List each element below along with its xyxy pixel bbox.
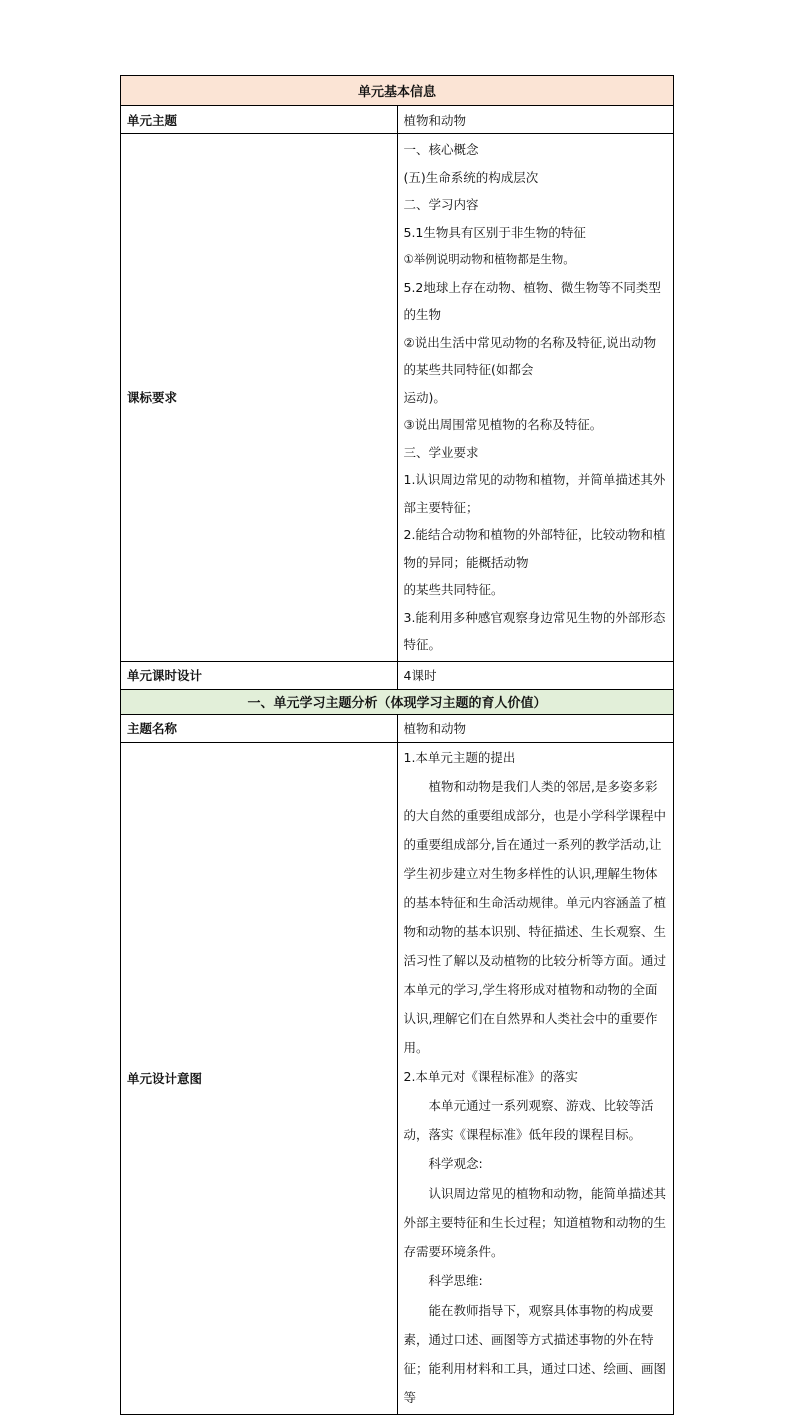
intent-label: 单元设计意图 — [121, 742, 398, 1414]
standard-line: 3.能利用多种感官观察身边常见生物的外部形态特征。 — [403, 609, 666, 652]
intent-content — [397, 742, 674, 1414]
standard-line: 2.能结合动物和植物的外部特征，比较动物和植物的异同；能概括动物 — [403, 527, 666, 570]
standard-line: 三、学业要求 — [403, 444, 479, 460]
theme-value: 植物和动物 — [397, 106, 674, 134]
standard-line: 运动)。 — [403, 389, 446, 405]
standard-line: 二、学习内容 — [403, 197, 479, 212]
unit-info-document — [120, 75, 674, 1415]
standard-line: 1.认识周边常见的动物和植物，并简单描述其外部主要特征； — [403, 472, 666, 515]
standard-line: 5.1生物具有区别于非生物的特征 — [403, 224, 586, 240]
standard-line: ②说出生活中常见动物的名称及特征,说出动物的某些共同特征(如都会 — [403, 334, 657, 377]
unit-info-table — [120, 75, 674, 1415]
hours-label: 单元课时设计 — [121, 661, 398, 689]
standard-line: 一、核心概念 — [403, 142, 479, 157]
standard-label: 课标要求 — [121, 134, 398, 662]
intent-heading: 2.本单元对《课程标准》的落实 — [403, 1068, 578, 1084]
standard-line: ①举例说明动物和植物都是生物。 — [403, 252, 575, 266]
theme-label: 单元主题 — [121, 106, 398, 134]
standard-line: ③说出周围常见植物的名称及特征。 — [403, 417, 603, 432]
hours-value: 4课时 — [397, 661, 674, 689]
standard-line: 的某些共同特征。 — [403, 582, 504, 597]
intent-subheading: 科学思维: — [428, 1272, 483, 1288]
standard-content — [397, 134, 674, 662]
intent-paragraph: 能在教师指导下，观察具体事物的构成要素，通过口述、画图等方式描述事物的外在特征；能利用材料和工具，通过口述、绘画、画图等 — [403, 1302, 667, 1405]
intent-heading: 1.本单元主题的提出 — [403, 749, 516, 765]
intent-paragraph: 植物和动物是我们人类的邻居,是多姿多彩的大自然的重要组成部分，也是小学科学课程中的重要组成部分,旨在通过一系列的教学活动,让学生初步建立对生物多样性的认识,理解生物体的基本特征和生命活动规律。单元内容涵盖了植物和动物的基本识别、特征描述、生长观察、生活习性了解以及动植物的比较分析等方面。通过本单元的学习,学生将形成对植物和动物的全面认识,理解它们在自然界和人类社会中的重要作用。 — [403, 778, 667, 1055]
standard-line: (五)生命系统的构成层次 — [403, 169, 539, 185]
intent-paragraph: 本单元通过一系列观察、游戏、比较等活动，落实《课程标准》低年段的课程目标。 — [403, 1097, 654, 1142]
intent-subheading: 科学观念: — [428, 1155, 483, 1171]
topic-label: 主题名称 — [121, 714, 398, 742]
table-title: 单元基本信息 — [121, 76, 674, 106]
topic-value: 植物和动物 — [397, 714, 674, 742]
standard-line: 5.2地球上存在动物、植物、微生物等不同类型的生物 — [403, 279, 661, 322]
intent-paragraph: 认识周边常见的植物和动物，能简单描述其外部主要特征和生长过程；知道植物和动物的生存需要环境条件。 — [403, 1185, 667, 1259]
section-title: 一、单元学习主题分析（体现学习主题的育人价值） — [121, 689, 674, 714]
